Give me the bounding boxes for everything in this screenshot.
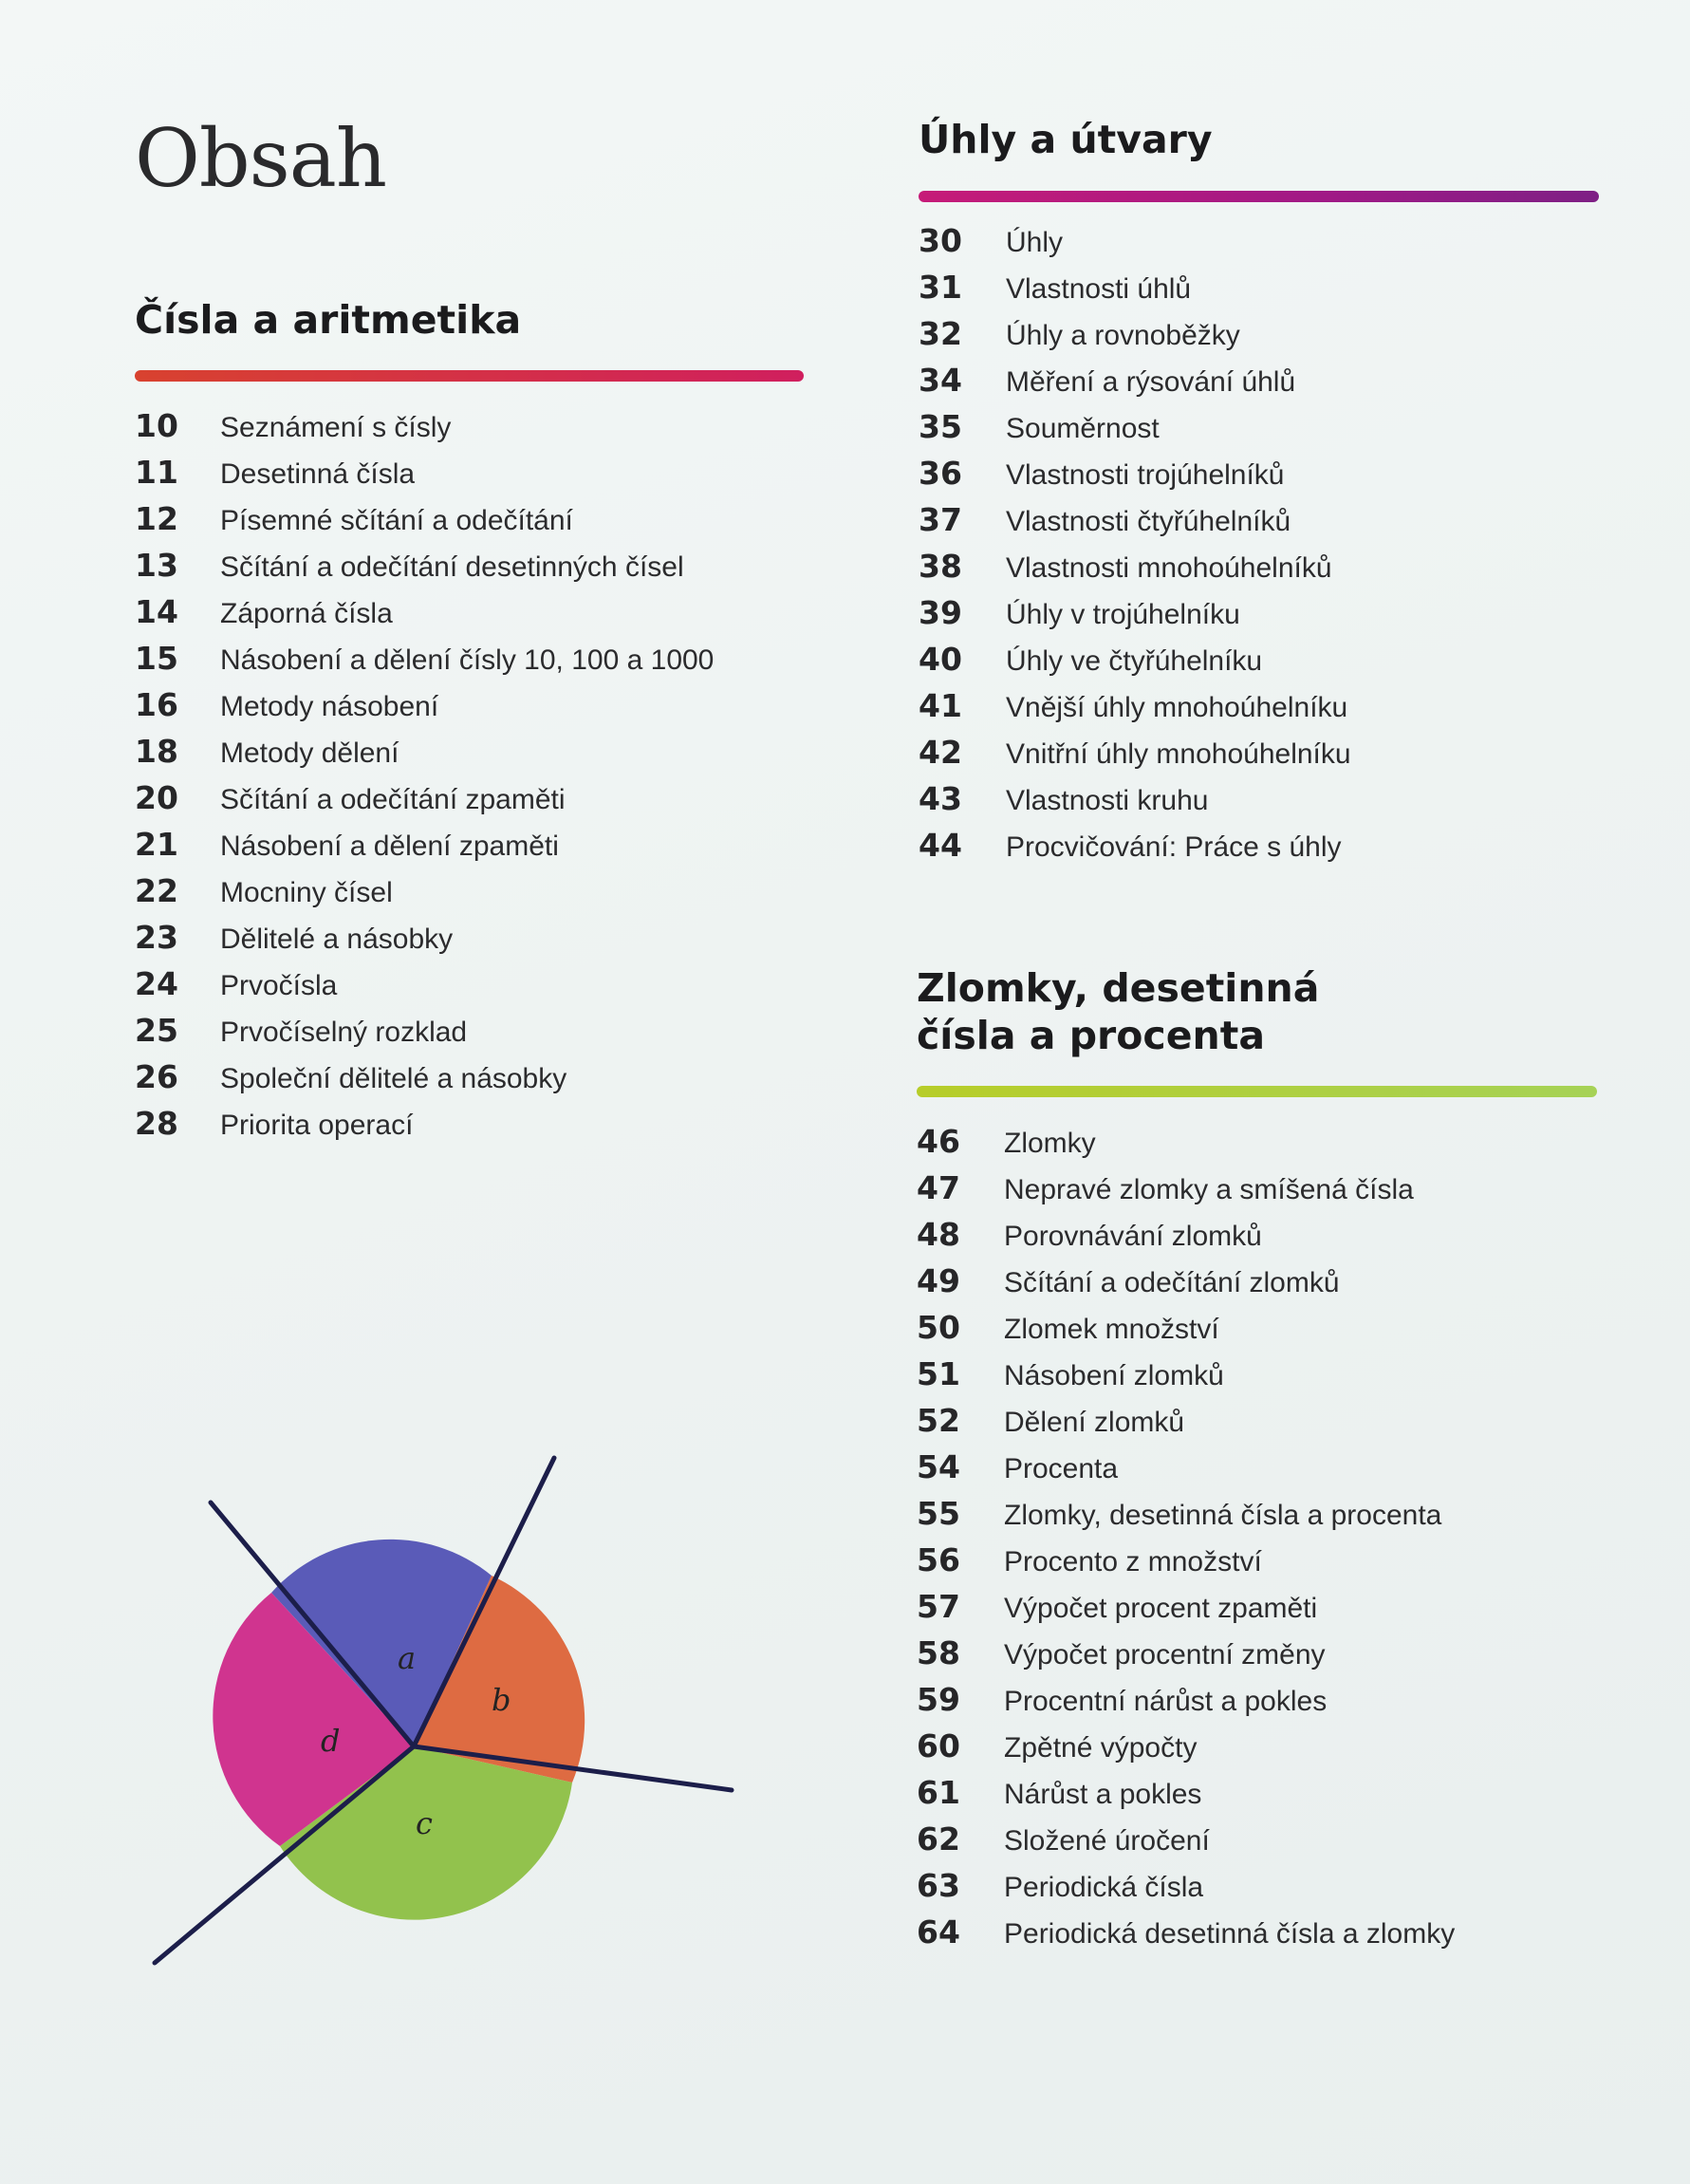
toc-page-number: 61	[917, 1774, 960, 1811]
toc-entry-title: Společní dělitelé a násobky	[220, 1063, 567, 1094]
toc-page-number: 10	[135, 407, 178, 444]
toc-page-number: 42	[919, 734, 962, 771]
toc-entry-title: Seznámení s čísly	[220, 412, 452, 443]
toc-entry-title: Porovnávání zlomků	[1004, 1221, 1262, 1252]
toc-entry-title: Úhly v trojúhelníku	[1006, 599, 1240, 630]
toc-page-number: 38	[919, 548, 962, 585]
toc-page-number: 13	[135, 547, 178, 584]
toc-entry-title: Vlastnosti mnohoúhelníků	[1006, 552, 1332, 584]
toc-entry	[919, 734, 1599, 780]
toc-entry	[135, 500, 804, 547]
section-divider	[917, 1086, 1597, 1097]
section-heading: Úhly a útvary	[919, 117, 1213, 162]
toc-entry-title: Vlastnosti kruhu	[1006, 785, 1209, 816]
toc-entry	[135, 1058, 804, 1105]
toc-entry	[135, 1012, 804, 1058]
toc-entry	[135, 779, 804, 826]
toc-entry	[135, 686, 804, 733]
toc-entry	[135, 454, 804, 500]
toc-entry	[135, 1105, 804, 1151]
toc-entry-title: Procenta	[1004, 1453, 1119, 1484]
section-heading-line1: Zlomky, desetinná	[917, 965, 1320, 1011]
toc-entry	[135, 872, 804, 919]
toc-entry-title: Priorita operací	[220, 1110, 414, 1141]
toc-entry-title: Sčítání a odečítání desetinných čísel	[220, 551, 684, 583]
toc-page-number: 14	[135, 593, 178, 630]
toc-entry	[917, 1169, 1597, 1216]
toc-page-number: 35	[919, 408, 962, 445]
toc-entry	[135, 919, 804, 965]
toc-entry-title: Vlastnosti úhlů	[1006, 273, 1192, 305]
toc-page-number: 63	[917, 1867, 960, 1904]
toc-entry-title: Sčítání a odečítání zpaměti	[220, 784, 566, 815]
toc-page-number: 22	[135, 872, 178, 909]
toc-list	[919, 222, 1599, 873]
toc-entry	[919, 687, 1599, 734]
toc-entry-title: Výpočet procent zpaměti	[1004, 1593, 1318, 1624]
section-heading	[917, 964, 1597, 1059]
toc-entry-title: Úhly a rovnoběžky	[1006, 320, 1240, 351]
toc-entry	[919, 827, 1599, 873]
toc-page-number: 57	[917, 1588, 960, 1625]
toc-page-number: 48	[917, 1216, 960, 1253]
toc-page-number: 30	[919, 222, 962, 259]
angles-around-point-illustration	[142, 1443, 750, 1974]
section-divider	[135, 370, 804, 382]
toc-page-number: 47	[917, 1169, 960, 1206]
toc-page-number: 36	[919, 455, 962, 492]
toc-page-number: 58	[917, 1634, 960, 1671]
toc-entry-title: Vlastnosti trojúhelníků	[1006, 459, 1285, 491]
toc-page-number: 40	[919, 641, 962, 678]
toc-entry	[919, 641, 1599, 687]
toc-entry-title: Úhly ve čtyřúhelníku	[1006, 645, 1263, 677]
toc-entry	[135, 593, 804, 640]
toc-entry-title: Procento z množství	[1004, 1546, 1262, 1577]
toc-page-number: 32	[919, 315, 962, 352]
toc-entry	[917, 1216, 1597, 1262]
toc-page-number: 16	[135, 686, 178, 723]
toc-list	[135, 407, 804, 1151]
toc-list	[917, 1123, 1597, 1960]
toc-page-number: 46	[917, 1123, 960, 1160]
toc-entry	[919, 455, 1599, 501]
toc-page-number: 62	[917, 1820, 960, 1857]
toc-entry	[919, 594, 1599, 641]
toc-page-number: 23	[135, 919, 178, 956]
toc-entry-title: Zpětné výpočty	[1004, 1732, 1198, 1764]
toc-entry-title: Výpočet procentní změny	[1004, 1639, 1326, 1671]
toc-page-number: 25	[135, 1012, 178, 1049]
toc-entry	[135, 826, 804, 872]
toc-entry	[919, 315, 1599, 362]
toc-page-number: 64	[917, 1913, 960, 1951]
toc-entry-title: Nárůst a pokles	[1004, 1779, 1202, 1810]
toc-page-number: 39	[919, 594, 962, 631]
toc-entry-title: Metody dělení	[220, 737, 399, 769]
toc-entry-title: Souměrnost	[1006, 413, 1160, 444]
toc-entry	[917, 1541, 1597, 1588]
toc-entry-title: Nepravé zlomky a smíšená čísla	[1004, 1174, 1414, 1205]
toc-page-number: 26	[135, 1058, 178, 1095]
toc-entry	[917, 1355, 1597, 1402]
toc-entry-title: Sčítání a odečítání zlomků	[1004, 1267, 1340, 1298]
toc-page-number: 59	[917, 1681, 960, 1718]
toc-entry-title: Dělitelé a násobky	[220, 924, 454, 955]
toc-entry-title: Prvočíselný rozklad	[220, 1017, 468, 1048]
toc-page-number: 21	[135, 826, 178, 863]
toc-entry-title: Zlomky, desetinná čísla a procenta	[1004, 1500, 1442, 1531]
toc-page-number: 28	[135, 1105, 178, 1142]
toc-entry-title: Metody násobení	[220, 691, 439, 722]
toc-page-number: 43	[919, 780, 962, 817]
toc-entry	[917, 1913, 1597, 1960]
toc-entry	[135, 640, 804, 686]
toc-entry	[135, 733, 804, 779]
toc-page-number: 55	[917, 1495, 960, 1532]
toc-entry	[919, 222, 1599, 269]
toc-entry	[917, 1448, 1597, 1495]
toc-entry	[917, 1727, 1597, 1774]
toc-entry	[135, 547, 804, 593]
toc-entry	[917, 1634, 1597, 1681]
toc-page-number: 56	[917, 1541, 960, 1578]
toc-entry	[917, 1123, 1597, 1169]
toc-entry-title: Periodická desetinná čísla a zlomky	[1004, 1918, 1456, 1950]
toc-page-number: 31	[919, 269, 962, 306]
toc-entry	[919, 269, 1599, 315]
toc-page-number: 12	[135, 500, 178, 537]
toc-entry-title: Vlastnosti čtyřúhelníků	[1006, 506, 1291, 537]
toc-page-number: 41	[919, 687, 962, 724]
toc-entry-title: Měření a rýsování úhlů	[1006, 366, 1296, 398]
label-d: d	[321, 1723, 341, 1759]
toc-entry	[917, 1402, 1597, 1448]
toc-entry-title: Složené úročení	[1004, 1825, 1210, 1857]
toc-page-number: 15	[135, 640, 178, 677]
toc-entry	[135, 407, 804, 454]
toc-entry-title: Procentní nárůst a pokles	[1004, 1686, 1328, 1717]
toc-page-number: 54	[917, 1448, 960, 1485]
section-heading-line2: čísla a procenta	[917, 1013, 1265, 1058]
toc-entry-title: Periodická čísla	[1004, 1872, 1204, 1903]
toc-entry	[917, 1867, 1597, 1913]
toc-entry	[919, 501, 1599, 548]
toc-entry	[919, 362, 1599, 408]
toc-page-number: 60	[917, 1727, 960, 1764]
label-b: b	[492, 1682, 511, 1718]
toc-entry	[917, 1588, 1597, 1634]
toc-page-number: 44	[919, 827, 962, 864]
toc-entry	[919, 408, 1599, 455]
toc-entry-title: Vnější úhly mnohoúhelníku	[1006, 692, 1348, 723]
section-numbers-arithmetic	[135, 296, 804, 1151]
toc-entry-title: Písemné sčítání a odečítání	[220, 505, 573, 536]
toc-entry-title: Desetinná čísla	[220, 458, 416, 490]
toc-entry-title: Násobení a dělení čísly 10, 100 a 1000	[220, 644, 715, 676]
toc-entry-title: Dělení zlomků	[1004, 1407, 1185, 1438]
toc-entry	[919, 548, 1599, 594]
section-fractions-decimals-percentages	[917, 964, 1597, 1960]
toc-entry	[917, 1820, 1597, 1867]
toc-page-number: 51	[917, 1355, 960, 1392]
toc-entry-title: Úhly	[1006, 227, 1064, 258]
toc-entry-title: Zlomek množství	[1004, 1314, 1219, 1345]
toc-entry	[919, 780, 1599, 827]
toc-entry	[917, 1774, 1597, 1820]
toc-page-number: 52	[917, 1402, 960, 1439]
toc-entry-title: Násobení zlomků	[1004, 1360, 1224, 1391]
section-divider	[919, 191, 1599, 202]
section-heading: Čísla a aritmetika	[135, 297, 522, 343]
toc-entry-title: Záporná čísla	[220, 598, 393, 629]
toc-entry-title: Násobení a dělení zpaměti	[220, 831, 559, 862]
toc-page-number: 37	[919, 501, 962, 538]
toc-page-number: 34	[919, 362, 962, 399]
toc-entry	[135, 965, 804, 1012]
label-c: c	[416, 1805, 433, 1841]
toc-page-number: 24	[135, 965, 178, 1002]
toc-entry	[917, 1262, 1597, 1309]
toc-page-number: 18	[135, 733, 178, 770]
toc-entry-title: Vnitřní úhly mnohoúhelníku	[1006, 738, 1351, 770]
section-angles-shapes	[919, 116, 1599, 873]
toc-page-number: 20	[135, 779, 178, 816]
toc-page-number: 50	[917, 1309, 960, 1346]
toc-entry	[917, 1495, 1597, 1541]
toc-entry-title: Zlomky	[1004, 1128, 1096, 1159]
toc-entry	[917, 1309, 1597, 1355]
toc-page-number: 49	[917, 1262, 960, 1299]
toc-entry-title: Prvočísla	[220, 970, 338, 1001]
label-a: a	[398, 1640, 417, 1676]
toc-entry-title: Mocniny čísel	[220, 877, 393, 908]
toc-entry	[917, 1681, 1597, 1727]
page-title: Obsah	[135, 112, 386, 205]
toc-entry-title: Procvičování: Práce s úhly	[1006, 831, 1342, 863]
toc-page-number: 11	[135, 454, 178, 491]
